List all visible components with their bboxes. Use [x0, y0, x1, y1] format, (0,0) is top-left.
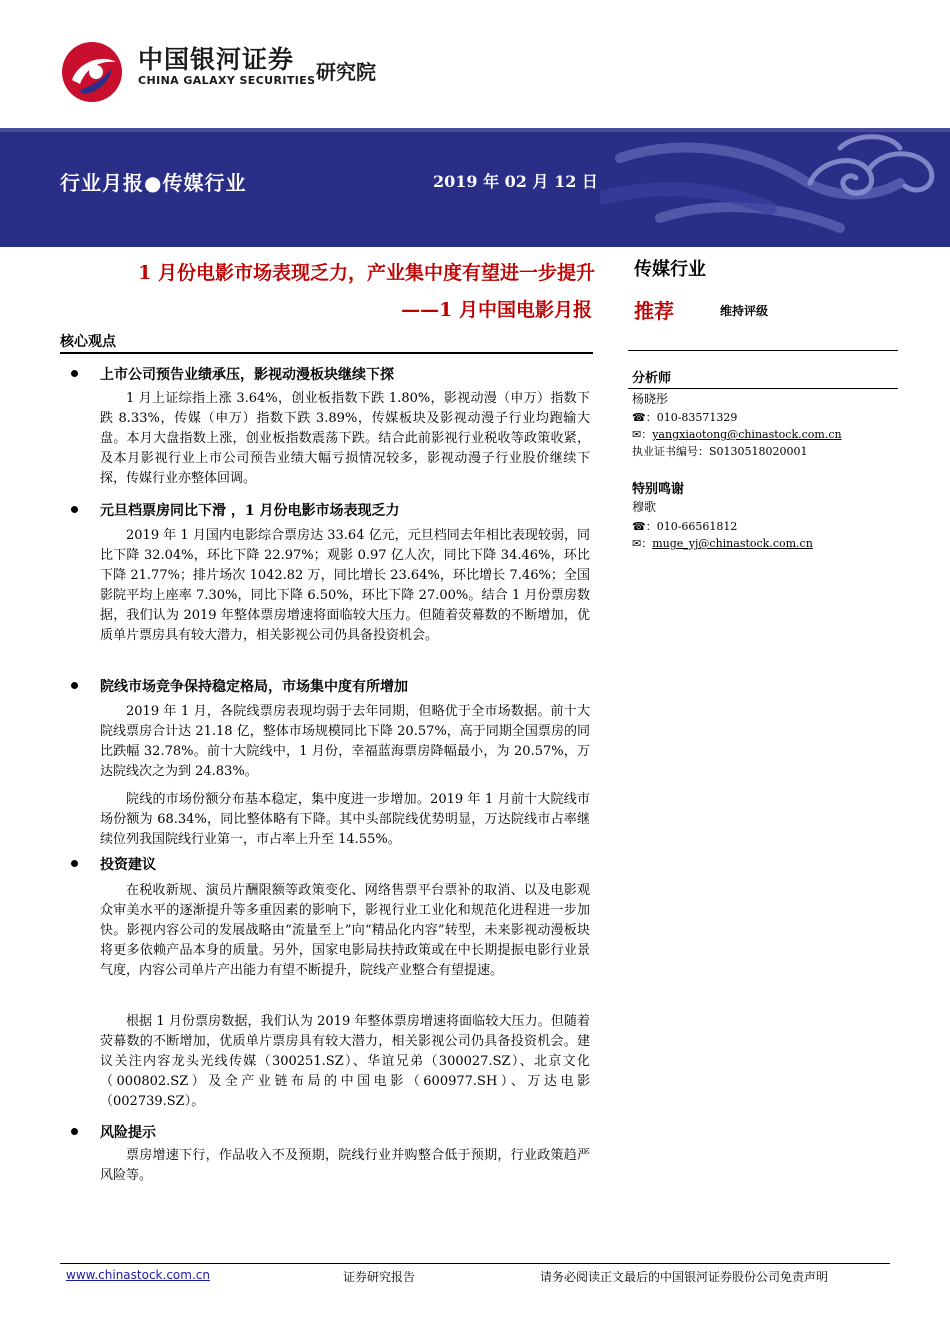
section-paragraph: 票房增速下行，作品收入不及预期，院线行业并购整合低于预期，行业政策趋严风险等。 [100, 1148, 590, 1183]
analyst-email-link[interactable]: yangxiaotong@chinastock.com.cn [652, 428, 842, 441]
phone-icon: ☎： [632, 411, 657, 424]
section-paragraph: 2019 年 1 月国内电影综合票房达 33.64 亿元，元旦档同去年相比表现较弱，同比下降 32.04%，环比下降 22.97%；观影 0.97 亿人次，同比下降 34.46%，环比下降 21.77%；排片场次 1042.82 万，同比增长 23.64%，环比增长 7.46%；全国影院平均上座率 7.30%，同比下降 6.50%，环比下降 27.00%。结合 1 月份票房数据，我们认为 2019 年整体票房增速将面临较大压力。但随着荧幕数的不断增加，优质单片票房具有较大潜力，相关影视公司仍具备投资机会。 [100, 528, 590, 643]
bullet-icon [71, 506, 78, 513]
section-paragraph: 根据 1 月份票房数据，我们认为 2019 年整体票房增速将面临较大压力。但随着荧幕数的不断增加，优质单片票房具有较大潜力，相关影视公司仍具备投资机会。建议关注内容龙头光线传媒（300251.SZ）、华谊兄弟（300027.SZ）、北京文化（000802.SZ）及全产业链布局的中国电影（600977.SH）、万达电影（002739.SZ）。 [100, 1014, 590, 1109]
analyst-license-row [632, 443, 808, 459]
website-link[interactable]: www.chinastock.com.cn [66, 1268, 210, 1282]
brand-name-en: CHINA GALAXY SECURITIES [138, 74, 316, 87]
license-label: 执业证书编号： [632, 445, 709, 458]
thanks-phone-row [632, 518, 737, 534]
mail-icon: ✉： [632, 537, 653, 550]
analyst-email-row [632, 426, 842, 442]
section-paragraph: 2019 年 1 月，各院线票房表现均弱于去年同期，但略优于全市场数据。前十大院线票房合计达 21.18 亿，整体市场规模同比下降 20.57%，高于同期全国票房的同比跌幅 32.78%。前十大院线中，1 月份，幸福蓝海票房降幅最小，为 20.57%，万达院线次之为到 24.83%。 [100, 704, 590, 779]
rating-note: 维持评级 [720, 304, 769, 318]
analyst-name: 杨晓彤 [632, 392, 669, 406]
divider [628, 388, 898, 389]
thanks-phone: 010-66561812 [656, 520, 738, 533]
bullet-icon [71, 1128, 78, 1135]
thanks-email-link[interactable]: muge_yj@chinastock.com.cn [652, 537, 813, 550]
header-banner [0, 128, 950, 247]
section-paragraph: 在税收新规、演员片酬限额等政策变化、网络售票平台票补的取消、以及电影观众审美水平的逐渐提升等多重因素的影响下，影视行业工业化和规范化进程进一步加快。影视内容公司的发展战略由“流量至上”向“精品化内容”转型，未来影视动漫板块将更多依赖产品本身的质量。另外，国家电影局扶持政策或在中长期提振电影行业景气度，内容公司单片产出能力有望不断提升，院线产业整合有望提速。 [100, 883, 590, 978]
thanks-name: 穆歌 [632, 500, 657, 514]
galaxy-logo-icon [60, 40, 124, 104]
core-views-label: 核心观点 [60, 334, 116, 350]
divider [628, 350, 898, 351]
section-heading: 风险提示 [100, 1125, 156, 1141]
bullet-icon [71, 682, 78, 689]
thanks-label: 特别鸣谢 [632, 482, 685, 497]
section-heading: 投资建议 [100, 857, 156, 873]
footer-doc-type: 证券研究报告 [343, 1270, 416, 1284]
report-subtitle: ——1 月中国电影月报 [401, 299, 592, 321]
report-type: 行业月报●传媒行业 [60, 171, 247, 195]
phone-icon: ☎： [632, 520, 657, 533]
divider [60, 352, 593, 354]
analyst-label: 分析师 [632, 371, 672, 386]
section-paragraph: 院线的市场份额分布基本稳定，集中度进一步增加。2019 年 1 月前十大院线市场份额为 68.34%，同比整体略有下降。其中头部院线优势明显，万达院线市占率继续位列我国院线行业第一，市占率上升至 14.55%。 [100, 792, 590, 847]
mail-icon: ✉： [632, 428, 653, 441]
footer-disclaimer: 请务必阅读正文最后的中国银河证券股份公司免责声明 [540, 1270, 829, 1284]
analyst-phone-row [632, 409, 737, 425]
sector-name: 传媒行业 [634, 259, 706, 280]
bullet-icon [71, 860, 78, 867]
analyst-phone: 010-83571329 [656, 411, 738, 424]
section-paragraph: 1 月上证综指上涨 3.64%，创业板指数下跌 1.80%，影视动漫（申万）指数下跌 8.33%，传媒（申万）指数下跌 3.89%，传媒板块及影视动漫子行业均跑输大盘。本月大盘指数上涨，创业板指数震荡下跌。结合此前影视行业税收等政策收紧，及本月影视行业上市公司预告业绩大幅亏损情况较多，影视动漫子行业股价继续下探，传媒行业亦整体回调。 [100, 391, 590, 486]
footer-divider [60, 1263, 890, 1264]
brand-name-cn: 中国银河证券 [138, 45, 295, 74]
recommendation: 推荐 [634, 299, 674, 323]
section-heading: 元旦档票房同比下滑 ，1 月份电影市场表现乏力 [100, 503, 400, 519]
section-heading: 上市公司预告业绩承压，影视动漫板块继续下探 [100, 367, 394, 383]
report-title: 1 月份电影市场表现乏力，产业集中度有望进一步提升 [138, 262, 595, 284]
report-date: 2019 年 02 月 12 日 [433, 172, 598, 191]
bullet-icon [71, 370, 78, 377]
section-heading: 院线市场竞争保持稳定格局，市场集中度有所增加 [100, 679, 408, 695]
analyst-license: S0130518020001 [709, 445, 808, 458]
thanks-email-row [632, 535, 813, 551]
brand-institute: 研究院 [316, 60, 376, 84]
cloud-ornament-icon [600, 128, 950, 247]
